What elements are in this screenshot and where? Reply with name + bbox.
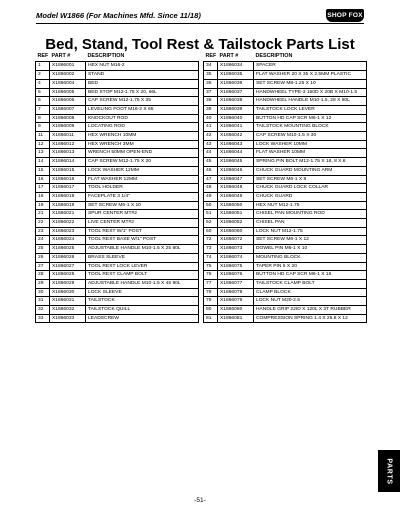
- ref-cell: 27: [36, 262, 50, 271]
- description-cell: COMPRESSION SPRING 1.4 X 25.8 X 12: [254, 314, 367, 323]
- ref-cell: 13: [36, 149, 50, 158]
- part-number-cell: X1866049: [218, 192, 254, 201]
- part-number-cell: X1866002: [50, 71, 86, 80]
- table-row: [36, 210, 199, 219]
- ref-cell: 8: [36, 114, 50, 123]
- ref-cell: 76: [204, 271, 218, 280]
- description-cell: STAND: [86, 71, 199, 80]
- ref-cell: 34: [204, 62, 218, 71]
- table-row: [36, 105, 199, 114]
- description-cell: SPACER: [254, 62, 367, 71]
- page-title: Bed, Stand, Tool Rest & Tailstock Parts List: [45, 36, 355, 53]
- col-header-ref: REF: [205, 53, 217, 60]
- table-row: [204, 132, 367, 141]
- table-row: [204, 297, 367, 306]
- description-cell: BUTTON HD CAP SCR M6-1 X 16: [254, 271, 367, 280]
- ref-cell: 78: [204, 288, 218, 297]
- table-row: [36, 97, 199, 106]
- part-number-cell: X1866015: [50, 166, 86, 175]
- part-number-cell: X1866046: [218, 166, 254, 175]
- ref-cell: 30: [36, 288, 50, 297]
- part-number-cell: X1866004: [50, 79, 86, 88]
- ref-cell: 48: [204, 184, 218, 193]
- table-row: [36, 149, 199, 158]
- table-row: [36, 297, 199, 306]
- part-number-cell: X1866025: [50, 245, 86, 254]
- part-number-cell: X1866048: [218, 184, 254, 193]
- description-cell: TAILSTOCK LOCK LEVER: [254, 105, 367, 114]
- table-row: [36, 158, 199, 167]
- description-cell: CLAMP BLOCK: [254, 288, 367, 297]
- table-row: [204, 79, 367, 88]
- part-number-cell: X1866035: [218, 71, 254, 80]
- part-number-cell: X1866073: [218, 245, 254, 254]
- part-number-cell: X1866026: [50, 253, 86, 262]
- ref-cell: 14: [36, 158, 50, 167]
- table-row: [204, 236, 367, 245]
- ref-cell: 47: [204, 175, 218, 184]
- part-number-cell: X1866008: [50, 114, 86, 123]
- description-cell: SET SCREW M6-1 X 12: [254, 236, 367, 245]
- table-row: [36, 288, 199, 297]
- part-number-cell: X1866052: [218, 219, 254, 228]
- ref-cell: 41: [204, 123, 218, 132]
- description-cell: TOOL HOLDER: [86, 184, 199, 193]
- part-number-cell: X1866030: [50, 288, 86, 297]
- ref-cell: 6: [36, 97, 50, 106]
- table-row: [204, 175, 367, 184]
- part-number-cell: X1866023: [50, 227, 86, 236]
- part-number-cell: X1866016: [50, 175, 86, 184]
- part-number-cell: X1866047: [218, 175, 254, 184]
- part-number-cell: X1866031: [50, 297, 86, 306]
- description-cell: CAP SCREW M12-1.75 X 20: [86, 158, 199, 167]
- table-row: [204, 271, 367, 280]
- part-number-cell: X1866001: [50, 62, 86, 71]
- part-number-cell: X1866006: [50, 97, 86, 106]
- description-cell: CHISEL PAN MOUNTING ROD: [254, 210, 367, 219]
- ref-cell: 50: [204, 201, 218, 210]
- part-number-cell: X1866019: [50, 201, 86, 210]
- col-header-part: PART #: [51, 53, 71, 60]
- part-number-cell: X1866081: [218, 314, 254, 323]
- ref-cell: 26: [36, 253, 50, 262]
- ref-cell: 12: [36, 140, 50, 149]
- description-cell: LOCK WASHER 12MM: [86, 166, 199, 175]
- part-number-cell: X1866038: [218, 97, 254, 106]
- ref-cell: 24: [36, 236, 50, 245]
- table-row: [36, 279, 199, 288]
- description-cell: CHUCK GUARD LOCK COLLAR: [254, 184, 367, 193]
- part-number-cell: X1866074: [218, 253, 254, 262]
- ref-cell: 29: [36, 279, 50, 288]
- description-cell: LOCATING ROD: [86, 123, 199, 132]
- description-cell: LOCK NUT M12-1.75: [254, 227, 367, 236]
- table-row: [36, 219, 199, 228]
- part-number-cell: X1866029: [50, 279, 86, 288]
- ref-cell: 21: [36, 210, 50, 219]
- col-header-part: PART #: [219, 53, 239, 60]
- part-number-cell: X1866024: [50, 236, 86, 245]
- description-cell: CHUCK GUARD MOUNTING ARM: [254, 166, 367, 175]
- parts-table-right: [203, 53, 367, 323]
- description-cell: SET SCREW M8-1.25 X 10: [254, 79, 367, 88]
- part-number-cell: X1866072: [218, 236, 254, 245]
- description-cell: BED STOP M12-1.75 X 20, 66L: [86, 88, 199, 97]
- ref-cell: 52: [204, 219, 218, 228]
- table-row: [36, 62, 199, 71]
- description-cell: FLAT WASHER 10MM: [254, 149, 367, 158]
- description-cell: TOOL REST CLAMP BOLT: [86, 271, 199, 280]
- description-cell: TOOL REST BASE W/1" POST: [86, 236, 199, 245]
- table-header-row: [36, 53, 199, 62]
- description-cell: TAILSTOCK QUILL: [86, 306, 199, 315]
- ref-cell: 33: [36, 314, 50, 323]
- part-number-cell: X1866039: [218, 105, 254, 114]
- ref-cell: 80: [204, 306, 218, 315]
- ref-cell: 32: [36, 306, 50, 315]
- table-row: [204, 123, 367, 132]
- description-cell: TAPER PIN 6 X 20: [254, 262, 367, 271]
- ref-cell: 4: [36, 79, 50, 88]
- description-cell: CAP SCREW M10-1.5 X 30: [254, 132, 367, 141]
- description-cell: HANDWHEEL TYPE-3 150D X 20B X M10-1.5: [254, 88, 367, 97]
- ref-cell: 22: [36, 219, 50, 228]
- ref-cell: 72: [204, 236, 218, 245]
- part-number-cell: X1866007: [50, 105, 86, 114]
- part-number-cell: X1866050: [218, 201, 254, 210]
- description-cell: LOCK SLEEVE: [86, 288, 199, 297]
- ref-cell: 79: [204, 297, 218, 306]
- description-cell: CHISEL PAN: [254, 219, 367, 228]
- description-cell: HEX WRENCH 3MM: [86, 140, 199, 149]
- description-cell: DOWEL PIN M6-1 X 10: [254, 245, 367, 254]
- table-row: [36, 71, 199, 80]
- description-cell: HEX NUT M12-1.75: [254, 201, 367, 210]
- ref-cell: 36: [204, 79, 218, 88]
- table-row: [36, 314, 199, 323]
- ref-cell: 16: [36, 175, 50, 184]
- ref-cell: 7: [36, 105, 50, 114]
- table-row: [204, 279, 367, 288]
- page-number: -51-: [194, 497, 206, 504]
- description-cell: HEX WRENCH 10MM: [86, 132, 199, 141]
- ref-cell: 15: [36, 166, 50, 175]
- col-header-description: DESCRIPTION: [255, 53, 293, 60]
- ref-cell: 2: [36, 71, 50, 80]
- table-row: [36, 88, 199, 97]
- ref-cell: 42: [204, 132, 218, 141]
- table-row: [204, 105, 367, 114]
- part-number-cell: X1866037: [218, 88, 254, 97]
- description-cell: TAILSTOCK MOUNTING BLOCK: [254, 123, 367, 132]
- table-row: [204, 62, 367, 71]
- ref-cell: 35: [204, 71, 218, 80]
- part-number-cell: X1866076: [218, 271, 254, 280]
- description-cell: LIVE CENTER MT#2: [86, 219, 199, 228]
- table-row: [204, 88, 367, 97]
- ref-cell: 51: [204, 210, 218, 219]
- part-number-cell: X1866079: [218, 297, 254, 306]
- table-row: [36, 253, 199, 262]
- ref-cell: 23: [36, 227, 50, 236]
- ref-cell: 77: [204, 279, 218, 288]
- shop-fox-logo: SHOP FOX: [326, 9, 364, 22]
- description-cell: TAILSTOCK: [86, 297, 199, 306]
- parts-tab-label: PARTS: [385, 457, 393, 485]
- part-number-cell: X1866022: [50, 219, 86, 228]
- table-row: [36, 192, 199, 201]
- table-row: [36, 271, 199, 280]
- table-row: [204, 262, 367, 271]
- parts-tables: [35, 53, 365, 323]
- table-row: [204, 227, 367, 236]
- ref-cell: 18: [36, 192, 50, 201]
- part-number-cell: X1866014: [50, 158, 86, 167]
- ref-cell: 43: [204, 140, 218, 149]
- description-cell: SET SCREW M6-1 X 10: [86, 201, 199, 210]
- table-row: [36, 201, 199, 210]
- description-cell: LOCK NUT M20-2.5: [254, 297, 367, 306]
- part-number-cell: X1866041: [218, 123, 254, 132]
- ref-cell: 60: [204, 227, 218, 236]
- description-cell: MOUNTING BLOCK: [254, 253, 367, 262]
- description-cell: TOOL REST LOCK LEVER: [86, 262, 199, 271]
- table-row: [36, 245, 199, 254]
- part-number-cell: X1866040: [218, 114, 254, 123]
- ref-cell: 39: [204, 105, 218, 114]
- description-cell: WRENCH 50MM OPEN-END: [86, 149, 199, 158]
- description-cell: FLAT WASHER 20 X 35 X 2.5MM PLASTIC: [254, 71, 367, 80]
- description-cell: BED: [86, 79, 199, 88]
- part-number-cell: X1866017: [50, 184, 86, 193]
- table-row: [204, 166, 367, 175]
- table-row: [204, 306, 367, 315]
- table-row: [204, 288, 367, 297]
- table-row: [204, 245, 367, 254]
- table-row: [36, 166, 199, 175]
- table-row: [204, 184, 367, 193]
- table-row: [204, 71, 367, 80]
- col-header-description: DESCRIPTION: [87, 53, 125, 60]
- description-cell: ADJUSTABLE HANDLE M10-1.5 X 45 80L: [86, 279, 199, 288]
- table-row: [36, 236, 199, 245]
- table-row: [204, 158, 367, 167]
- table-row: [204, 201, 367, 210]
- description-cell: HANDLE GRIP 22ID X 120L X 3T RUBBER: [254, 306, 367, 315]
- table-row: [36, 262, 199, 271]
- part-number-cell: X1866034: [218, 62, 254, 71]
- table-row: [204, 314, 367, 323]
- part-number-cell: X1866036: [218, 79, 254, 88]
- part-number-cell: X1866032: [50, 306, 86, 315]
- ref-cell: 11: [36, 132, 50, 141]
- part-number-cell: X1866043: [218, 140, 254, 149]
- ref-cell: 74: [204, 253, 218, 262]
- description-cell: FACEPLATE 3 1/4": [86, 192, 199, 201]
- table-header-row: [204, 53, 367, 62]
- parts-table-left-body: [36, 62, 199, 323]
- part-number-cell: X1866033: [50, 314, 86, 323]
- ref-cell: 45: [204, 158, 218, 167]
- description-cell: BRASS SLEEVE: [86, 253, 199, 262]
- description-cell: LEVELING FOOT M16-2 X 65: [86, 105, 199, 114]
- description-cell: FLAT WASHER 12MM: [86, 175, 199, 184]
- ref-cell: 73: [204, 245, 218, 254]
- ref-cell: 17: [36, 184, 50, 193]
- description-cell: HANDWHEEL HANDLE M10-1.5, 28 X 80L: [254, 97, 367, 106]
- table-row: [204, 149, 367, 158]
- table-row: [36, 114, 199, 123]
- table-row: [204, 97, 367, 106]
- ref-cell: 1: [36, 62, 50, 71]
- part-number-cell: X1866060: [218, 227, 254, 236]
- part-number-cell: X1866013: [50, 149, 86, 158]
- ref-cell: 9: [36, 123, 50, 132]
- part-number-cell: X1866011: [50, 132, 86, 141]
- table-row: [204, 253, 367, 262]
- part-number-cell: X1866021: [50, 210, 86, 219]
- description-cell: BUTTON HD CAP SCR M6-1 X 12: [254, 114, 367, 123]
- parts-table-right-body: [204, 62, 367, 323]
- ref-cell: 19: [36, 201, 50, 210]
- part-number-cell: X1866018: [50, 192, 86, 201]
- part-number-cell: X1866027: [50, 262, 86, 271]
- description-cell: CHUCK GUARD: [254, 192, 367, 201]
- table-row: [204, 192, 367, 201]
- part-number-cell: X1866028: [50, 271, 86, 280]
- ref-cell: 25: [36, 245, 50, 254]
- description-cell: HEX NUT M16-2: [86, 62, 199, 71]
- table-row: [36, 175, 199, 184]
- part-number-cell: X1866080: [218, 306, 254, 315]
- description-cell: TAILSTOCK CLAMP BOLT: [254, 279, 367, 288]
- part-number-cell: X1866009: [50, 123, 86, 132]
- part-number-cell: X1866045: [218, 158, 254, 167]
- col-header-ref: REF: [37, 53, 49, 60]
- description-cell: ADJUSTABLE HANDLE M10-1.5 X 25 80L: [86, 245, 199, 254]
- description-cell: TOOL REST W/1" POST: [86, 227, 199, 236]
- description-cell: SPUR CENTER MT#2: [86, 210, 199, 219]
- part-number-cell: X1866005: [50, 88, 86, 97]
- parts-section-tab: [378, 450, 400, 492]
- table-row: [36, 306, 199, 315]
- parts-table-left: [35, 53, 199, 323]
- ref-cell: 5: [36, 88, 50, 97]
- ref-cell: 37: [204, 88, 218, 97]
- description-cell: LOCK WASHER 10MM: [254, 140, 367, 149]
- part-number-cell: X1866078: [218, 288, 254, 297]
- table-row: [36, 184, 199, 193]
- ref-cell: 75: [204, 262, 218, 271]
- ref-cell: 49: [204, 192, 218, 201]
- table-row: [36, 79, 199, 88]
- ref-cell: 44: [204, 149, 218, 158]
- table-row: [204, 114, 367, 123]
- ref-cell: 28: [36, 271, 50, 280]
- part-number-cell: X1866077: [218, 279, 254, 288]
- description-cell: SPRING PIN BOLT M12-1.75 X 18, 8 X 8: [254, 158, 367, 167]
- ref-cell: 40: [204, 114, 218, 123]
- part-number-cell: X1866051: [218, 210, 254, 219]
- table-row: [36, 227, 199, 236]
- page-header: [36, 9, 364, 24]
- description-cell: LEADSCREW: [86, 314, 199, 323]
- part-number-cell: X1866075: [218, 262, 254, 271]
- table-row: [204, 140, 367, 149]
- table-row: [36, 123, 199, 132]
- part-number-cell: X1866044: [218, 149, 254, 158]
- ref-cell: 81: [204, 314, 218, 323]
- description-cell: CAP SCREW M12-1.75 X 35: [86, 97, 199, 106]
- ref-cell: 38: [204, 97, 218, 106]
- table-row: [204, 219, 367, 228]
- part-number-cell: X1866012: [50, 140, 86, 149]
- description-cell: SET SCREW M6-1 X 8: [254, 175, 367, 184]
- model-line: Model W1866 (For Machines Mfd. Since 11/18): [36, 11, 201, 20]
- table-row: [36, 132, 199, 141]
- table-row: [36, 140, 199, 149]
- description-cell: KNOCKOUT ROD: [86, 114, 199, 123]
- ref-cell: 46: [204, 166, 218, 175]
- part-number-cell: X1866042: [218, 132, 254, 141]
- ref-cell: 31: [36, 297, 50, 306]
- table-row: [204, 210, 367, 219]
